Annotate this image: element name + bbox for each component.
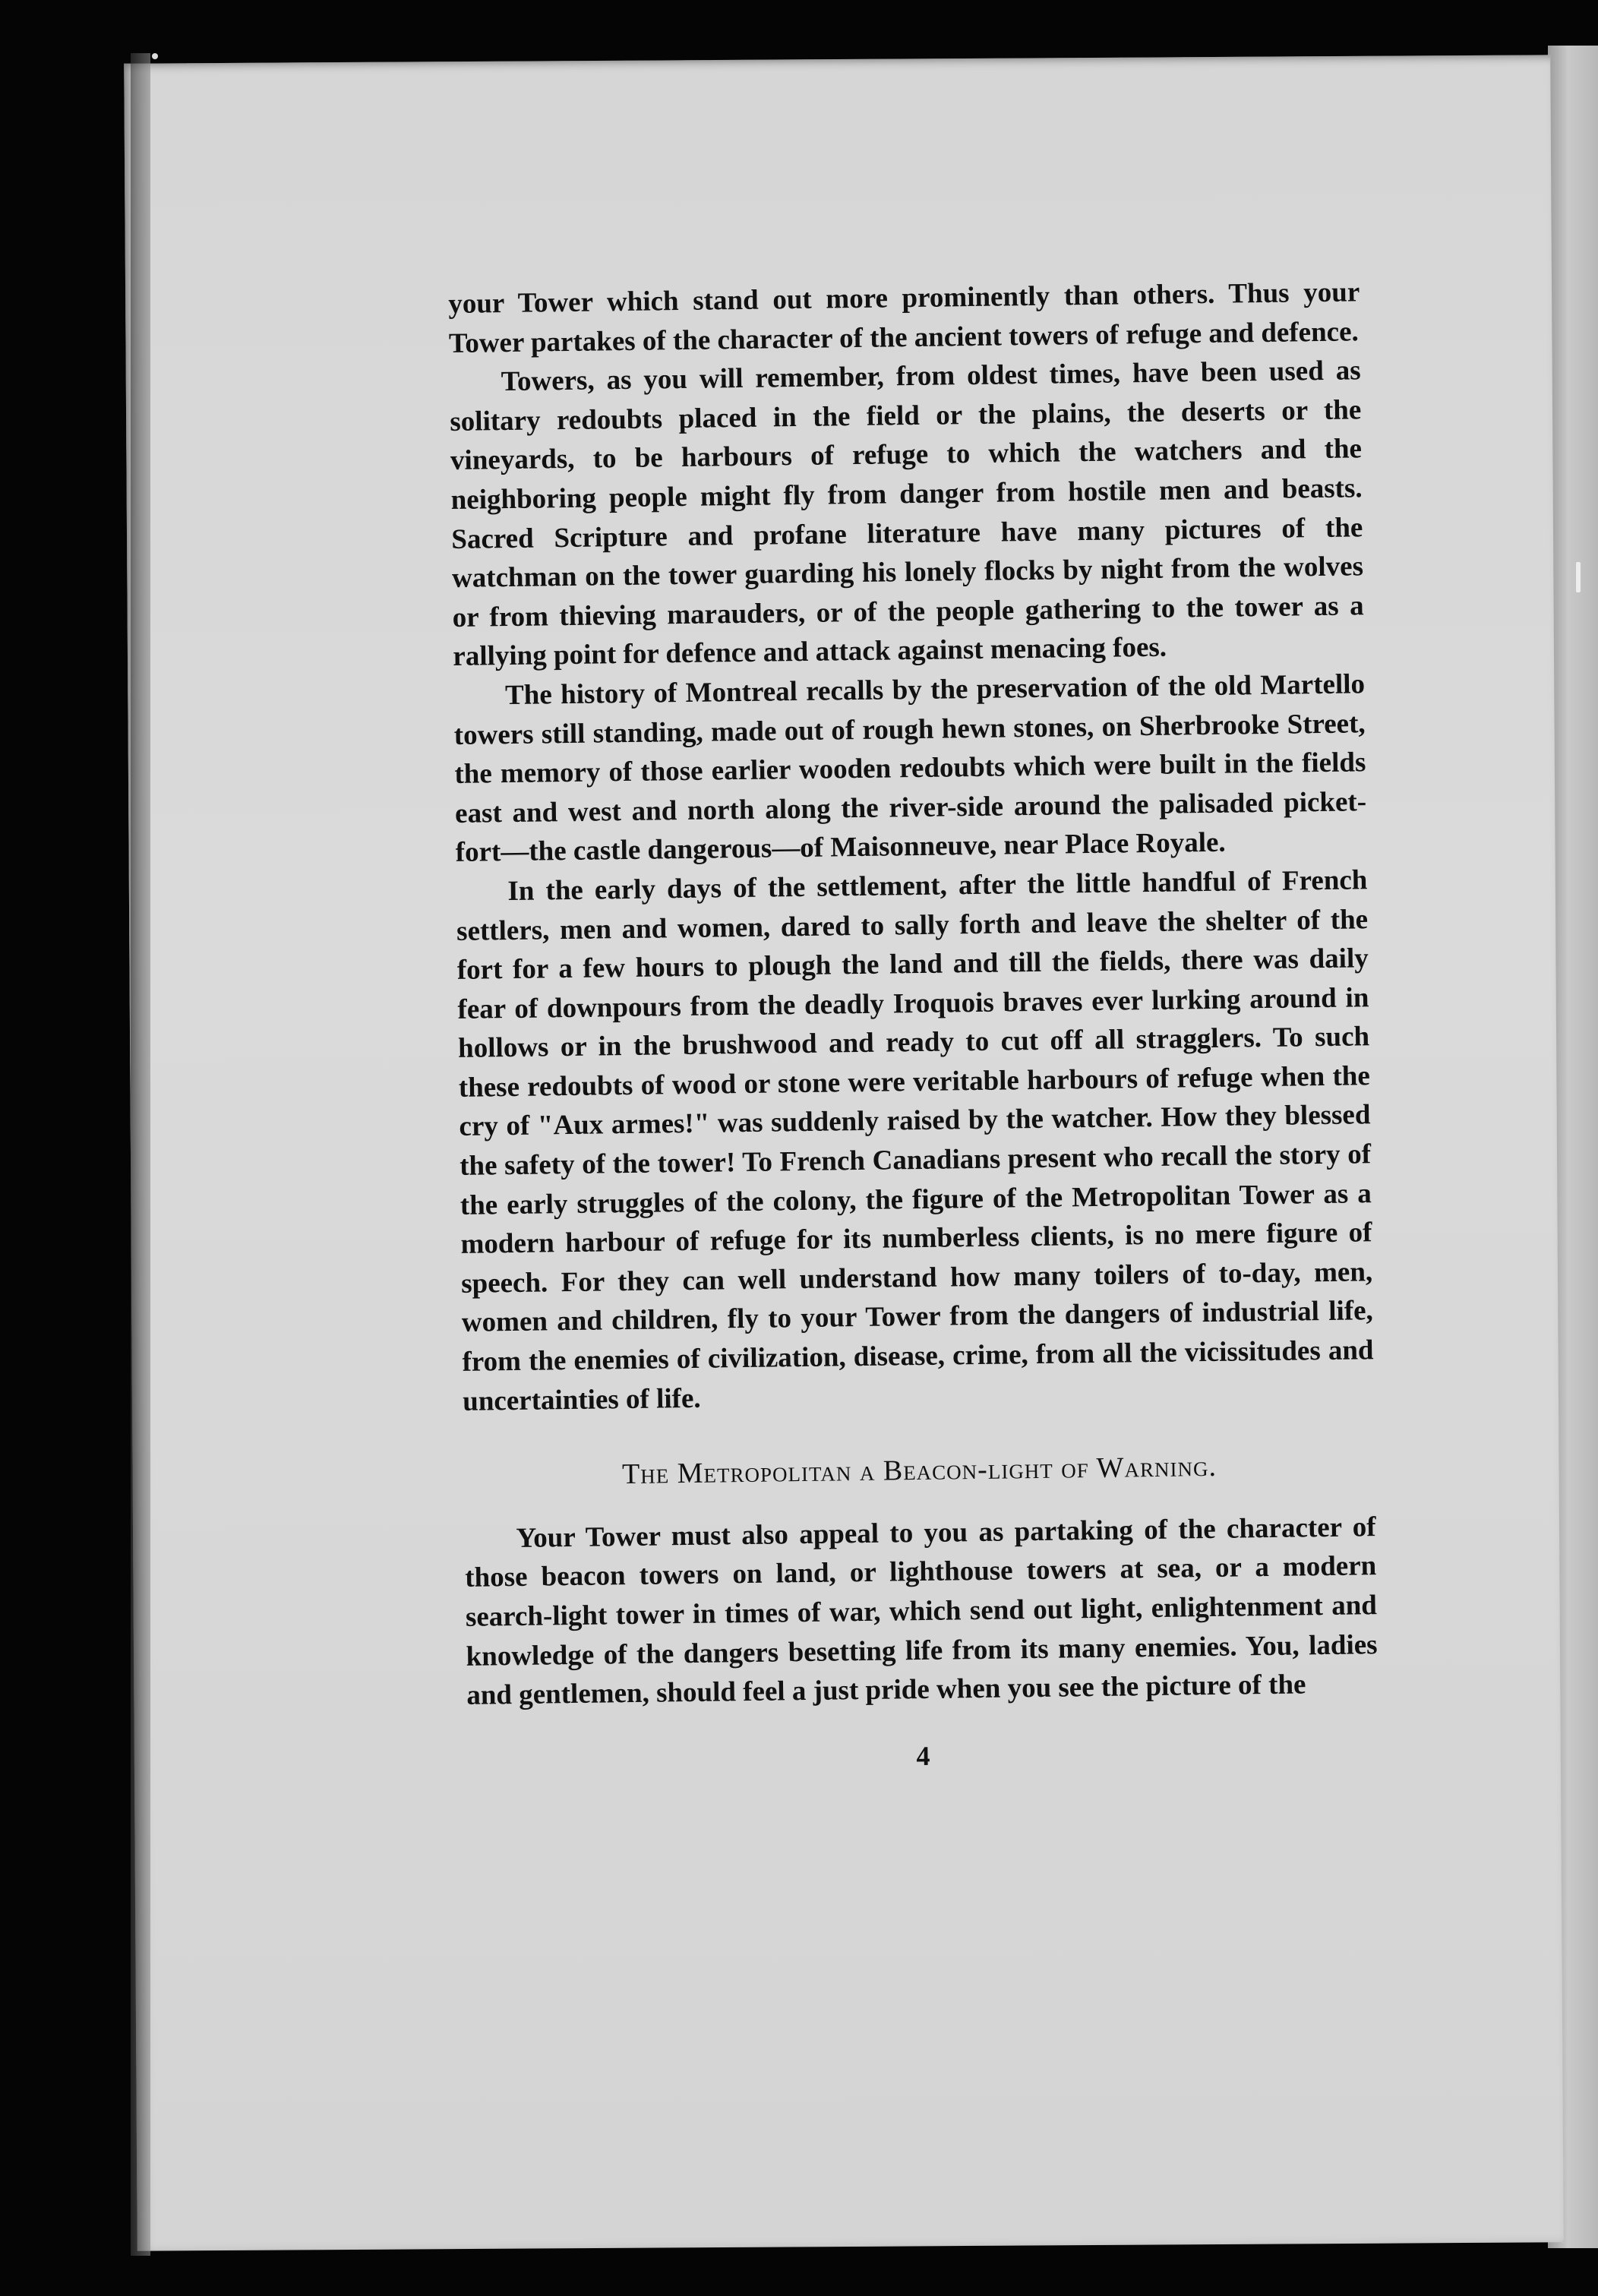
paragraph-2: Towers, as you will remember, from oldest times, have been used as solitary redoubts placed in the field or the plains, the deserts or the vineyards, to be harbours of refuge to which the watchers and the neighboring people might fly from danger from hostile men and beasts. Sacred Scripture and profane literature have many pictures of the watchman on the tower guarding his lonely flocks by night from the wolves or from thieving marauders, or of the people gathering to the tower as a rallying point for defence and attack against menacing foes. bbox=[450, 355, 1364, 673]
paragraph-1: your Tower which stand out more prominently than others. Thus your Tower partakes of the character of the ancient towers of refuge and defence. bbox=[448, 276, 1360, 359]
page-gutter-shadow bbox=[131, 53, 150, 2256]
paragraph-5: Your Tower must also appeal to you as partaking of the character of those beacon towers on land, or lighthouse towers at sea, or a modern search-light tower in times of war, which send out light, enlightenment and knowledge of the dangers besetting life from its many enemies. You, ladies and gentlemen, should feel a just pride when you see the picture of the bbox=[465, 1511, 1378, 1712]
page-number: 4 bbox=[916, 1740, 930, 1771]
scan-speck bbox=[152, 53, 158, 59]
section-heading: The Metropolitan a Beacon-light of Warning. bbox=[621, 1451, 1217, 1491]
scan-speck bbox=[1576, 562, 1581, 592]
paragraph-4: In the early days of the settlement, after the little handful of French settlers, men and women, dared to sally forth and leave the shelter of the fort for a few hours to plough the land and till the fields, there was daily fear of downpours from the deadly Iroquois braves ever lurking around in hollows or in the brushwood and ready to cut off all stragglers. To such these redoubts of wood or stone were veritable harbours of refuge when the cry of "Aux armes!" was suddenly raised by the watcher. How they blessed the safety of the tower! To French Canadians present who recall the story of the early struggles of the colony, the figure of the Metropolitan Tower as a modern harbour of refuge for its numberless clients, is no mere figure of speech. For they can well understand how many toilers of to-day, men, women and children, fly to your Tower from the dangers of industrial life, from the enemies of civilization, disease, crime, from all the vicissitudes and uncertainties of life. bbox=[456, 864, 1374, 1417]
paragraph-3: The history of Montreal recalls by the preservation of the old Martello towers still standing, made out of rough hewn stones, on Sherbrooke Street, the memory of those earlier wooden redoubts which were built in the fields east and west and north along the river-side around the palisaded picket-fort—the castle dangerous—of Maisonneuve, near Place Royale. bbox=[453, 668, 1367, 869]
page-text bbox=[448, 273, 1379, 1782]
